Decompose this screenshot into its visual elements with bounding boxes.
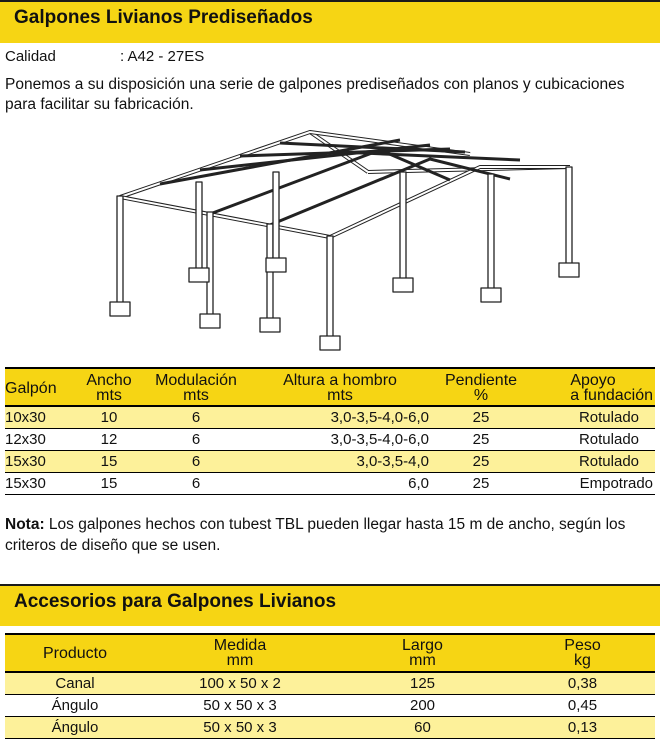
intro-paragraph: Ponemos a su disposición una serie de galpones prediseñados con planos y cubicaciones para facilitar su fabricación. xyxy=(5,76,625,113)
cell-apoyo: Rotulado xyxy=(533,451,655,473)
cell-apoyo: Rotulado xyxy=(533,429,655,451)
cell-modulacion: 6 xyxy=(141,429,251,451)
cell-altura: 3,0-3,5-4,0-6,0 xyxy=(251,429,429,451)
cell-galpon: 15x30 xyxy=(5,451,77,473)
section-header-accesorios xyxy=(0,584,660,626)
cell-producto: Ángulo xyxy=(5,717,145,739)
col-header-galpon: Galpón xyxy=(5,368,77,406)
note-text: Los galpones hechos con tubest TBL pueden llegar hasta 15 m de ancho, según los criteros de diseño que se usen. xyxy=(5,516,626,554)
col-header-apoyo: Apoyo a fundación xyxy=(533,368,655,406)
table-row xyxy=(5,406,655,429)
warehouse-frame-illustration xyxy=(100,112,600,360)
cell-modulacion: 6 xyxy=(141,451,251,473)
cell-pendiente: 25 xyxy=(429,473,533,495)
note-paragraph xyxy=(5,514,657,556)
cell-producto: Canal xyxy=(5,672,145,695)
cell-apoyo: Empotrado xyxy=(533,473,655,495)
cell-pendiente: 25 xyxy=(429,451,533,473)
col-header-medida: Medida mm xyxy=(145,634,335,672)
accesorios-table xyxy=(5,633,655,739)
table-row xyxy=(5,672,655,695)
cell-peso: 0,38 xyxy=(510,672,655,695)
cell-altura: 6,0 xyxy=(251,473,429,495)
cell-largo: 125 xyxy=(335,672,510,695)
col-header-ancho: Ancho mts xyxy=(77,368,141,406)
cell-peso: 0,13 xyxy=(510,717,655,739)
cell-apoyo: Rotulado xyxy=(533,406,655,429)
table-row xyxy=(5,451,655,473)
cell-medida: 50 x 50 x 3 xyxy=(145,717,335,739)
col-header-largo: Largo mm xyxy=(335,634,510,672)
cell-galpon: 15x30 xyxy=(5,473,77,495)
cell-pendiente: 25 xyxy=(429,429,533,451)
quality-label: Calidad xyxy=(5,48,56,65)
cell-medida: 100 x 50 x 2 xyxy=(145,672,335,695)
table-row xyxy=(5,473,655,495)
cell-galpon: 12x30 xyxy=(5,429,77,451)
cell-ancho: 15 xyxy=(77,473,141,495)
quality-value: : A42 - 27ES xyxy=(120,48,205,65)
cell-ancho: 10 xyxy=(77,406,141,429)
cell-peso: 0,45 xyxy=(510,695,655,717)
table-header-row xyxy=(5,368,655,406)
galpones-table xyxy=(5,367,655,495)
section-title: Accesorios para Galpones Livianos xyxy=(14,591,337,612)
col-header-peso: Peso kg xyxy=(510,634,655,672)
cell-modulacion: 6 xyxy=(141,406,251,429)
col-header-pendiente: Pendiente % xyxy=(429,368,533,406)
table-row xyxy=(5,717,655,739)
note-label: Nota: xyxy=(5,516,45,533)
cell-ancho: 12 xyxy=(77,429,141,451)
quality-line xyxy=(5,48,205,65)
section-header-galpones xyxy=(0,0,660,43)
col-header-modulacion: Modulación mts xyxy=(141,368,251,406)
section-title: Galpones Livianos Prediseñados xyxy=(14,7,313,28)
cell-pendiente: 25 xyxy=(429,406,533,429)
cell-altura: 3,0-3,5-4,0-6,0 xyxy=(251,406,429,429)
cell-galpon: 10x30 xyxy=(5,406,77,429)
cell-altura: 3,0-3,5-4,0 xyxy=(251,451,429,473)
table-header-row xyxy=(5,634,655,672)
cell-medida: 50 x 50 x 3 xyxy=(145,695,335,717)
cell-largo: 60 xyxy=(335,717,510,739)
col-header-producto: Producto xyxy=(5,634,145,672)
col-header-altura: Altura a hombro mts xyxy=(251,368,429,406)
table-row xyxy=(5,695,655,717)
cell-producto: Ángulo xyxy=(5,695,145,717)
cell-ancho: 15 xyxy=(77,451,141,473)
cell-modulacion: 6 xyxy=(141,473,251,495)
cell-largo: 200 xyxy=(335,695,510,717)
table-row xyxy=(5,429,655,451)
